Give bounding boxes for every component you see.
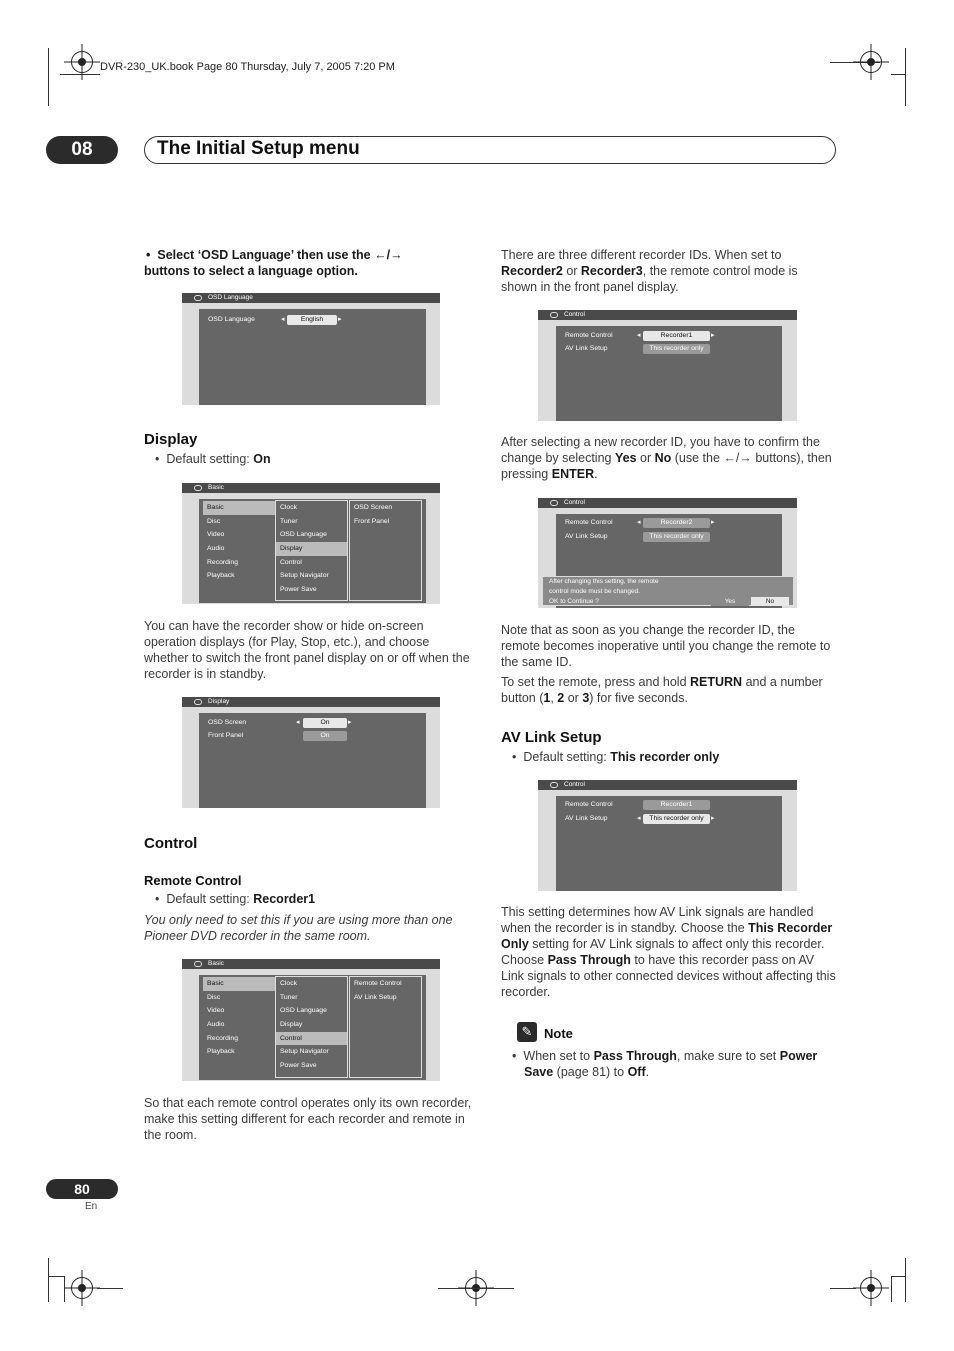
intro-bullet-suffix: buttons to select a language option.: [144, 264, 358, 278]
menu-item[interactable]: Recording: [207, 1034, 238, 1042]
registration-mark-icon: [860, 51, 882, 73]
menu-item[interactable]: Video: [207, 531, 225, 539]
remote-default-prefix: Default setting:: [166, 892, 254, 906]
text-run: After selecting a new recorder ID, you have to confirm the change by selecting: [501, 435, 820, 465]
av-link-default: [512, 749, 719, 765]
av-link-paragraph: [501, 904, 836, 1000]
arrow-right-icon: ▸: [711, 815, 715, 822]
menu-item[interactable]: Tuner: [280, 517, 298, 525]
dialog-line: After changing this setting, the remote: [549, 578, 659, 585]
text-run: (use the ←/→ buttons), then pressing: [501, 451, 832, 481]
note-bullet: [512, 1048, 837, 1080]
remote-default-value: Recorder1: [253, 892, 316, 906]
inoperative-paragraph: Note that as soon as you change the recorder ID, the remote becomes inoperative until you change the remote to the same ID.: [501, 623, 831, 669]
text-run: .: [594, 467, 598, 481]
menu-column-categories: [203, 501, 275, 583]
dialog-line: OK to Continue ?: [549, 598, 599, 605]
registration-mark-icon: [860, 1277, 882, 1299]
screen-title: Control: [564, 311, 585, 318]
text-run: (page 81) to: [553, 1065, 628, 1079]
arrow-left-icon: ◂: [637, 815, 641, 822]
basic-screen: [182, 483, 440, 604]
setup-icon: [194, 485, 202, 491]
setup-icon: [194, 295, 202, 301]
crop-mark: [891, 74, 905, 75]
screen-title: OSD Language: [208, 294, 253, 301]
display-heading: Display: [144, 431, 198, 448]
setup-icon: [550, 782, 558, 788]
text-run: , make sure to set: [676, 1049, 780, 1063]
av-link-heading: AV Link Setup: [501, 729, 602, 746]
pencil-icon: ✎: [517, 1022, 537, 1042]
crop-mark: [830, 1288, 856, 1289]
display-default-prefix: Default setting:: [166, 452, 254, 466]
text-run: , the remote control mode is shown in the front panel display.: [501, 264, 798, 294]
screen-title-bar: [182, 483, 440, 493]
crop-mark: [60, 74, 100, 75]
remote-italic-note: You only need to set this if you are using more than one Pioneer DVD recorder in the same room.: [144, 913, 453, 943]
yes-button[interactable]: Yes: [711, 597, 749, 606]
no-button[interactable]: No: [751, 597, 789, 606]
screen-panel: [199, 975, 426, 1080]
crop-mark: [48, 1258, 49, 1302]
menu-item[interactable]: Audio: [207, 545, 225, 553]
text-run: This setting determines how AV Link signals are handled when the recorder is in standby. Choose the: [501, 905, 814, 935]
text-run: setting for AV Link signals to affect only this recorder. Choose: [501, 937, 825, 967]
menu-item[interactable]: Remote Control: [354, 980, 402, 987]
text-run: RETURN: [690, 675, 743, 689]
remote-paragraph: So that each remote control operates only its own recorder, make this setting different for each recorder and remote in the room.: [144, 1096, 472, 1142]
menu-item[interactable]: Clock: [280, 504, 297, 511]
text-run: Pass Through: [547, 953, 631, 967]
menu-item[interactable]: Disc: [207, 517, 221, 525]
text-run: ENTER: [551, 467, 595, 481]
page-number: 80: [46, 1179, 118, 1199]
menu-item[interactable]: Playback: [207, 1048, 235, 1056]
menu-item[interactable]: Display: [280, 1021, 303, 1029]
menu-item[interactable]: Basic: [203, 977, 275, 991]
menu-item[interactable]: Front Panel: [354, 517, 390, 525]
language-code: En: [85, 1201, 98, 1212]
text-run: There are three different recorder IDs. When set to: [501, 248, 782, 262]
intro-bullet-prefix: Select ‘OSD Language’ then use the ←/→: [157, 248, 403, 262]
crop-mark: [905, 1258, 906, 1302]
control-heading: Control: [144, 835, 198, 852]
menu-item[interactable]: Setup Navigator: [280, 572, 329, 580]
remote-control-label: Remote Control: [565, 332, 613, 339]
av-link-value[interactable]: This recorder only: [643, 814, 710, 824]
front-panel-value[interactable]: On: [303, 731, 347, 741]
note-title: Note: [544, 1026, 573, 1041]
text-run: Off: [627, 1065, 646, 1079]
av-default-prefix: Default setting:: [523, 750, 611, 764]
screen-title-bar: [538, 780, 797, 790]
osd-language-screen: [182, 293, 440, 405]
display-paragraph: You can have the recorder show or hide on-screen operation displays (for Play, Stop, etc.), and choose whether to switch the front panel display on or off when the recorder is in standby.: [144, 619, 470, 681]
osd-screen-label: OSD Screen: [208, 719, 247, 726]
av-default-value: This recorder only: [610, 750, 720, 764]
menu-column-display: [349, 500, 422, 601]
control-screen: [538, 780, 797, 891]
arrow-right-icon: ▸: [711, 332, 715, 339]
screen-panel: [199, 309, 426, 405]
menu-item[interactable]: Basic: [203, 501, 275, 515]
book-info: DVR-230_UK.book Page 80 Thursday, July 7, 2005 7:20 PM: [100, 61, 395, 73]
remote-control-value[interactable]: Recorder1: [643, 331, 710, 341]
crop-mark: [891, 1276, 892, 1302]
registration-mark-icon: [71, 1277, 93, 1299]
text-run: 1: [543, 691, 551, 705]
osd-language-value[interactable]: English: [287, 315, 337, 325]
text-run: Recorder2: [501, 264, 563, 278]
remote-control-label: Remote Control: [565, 519, 613, 526]
crop-mark: [64, 1276, 65, 1302]
screen-panel: [556, 326, 782, 421]
chapter-number: 08: [46, 136, 118, 164]
crop-mark: [48, 48, 49, 106]
menu-item[interactable]: Playback: [207, 572, 235, 580]
text-run: 3: [582, 691, 590, 705]
text-run: This Recorder Only: [501, 921, 833, 951]
av-link-value[interactable]: This recorder only: [643, 344, 710, 354]
menu-item[interactable]: OSD Language: [280, 1007, 327, 1015]
text-run: Yes: [614, 451, 637, 465]
screen-title: Control: [564, 499, 585, 506]
screen-title-bar: [538, 498, 797, 508]
arrow-right-icon: ▸: [338, 316, 342, 323]
text-run: ) for five seconds.: [589, 691, 688, 705]
intro-bullet: [144, 247, 474, 279]
text-run: or: [636, 451, 655, 465]
registration-mark-icon: [71, 51, 93, 73]
display-default-value: On: [253, 452, 271, 466]
text-run: Pass Through: [593, 1049, 677, 1063]
screen-title-bar: [538, 310, 797, 320]
menu-item[interactable]: Recording: [207, 558, 238, 566]
text-run: Recorder3: [580, 264, 643, 278]
crop-mark: [438, 1288, 514, 1289]
arrow-left-icon: ◂: [281, 316, 285, 323]
menu-item[interactable]: Audio: [207, 1021, 225, 1029]
osd-screen-value[interactable]: On: [303, 718, 347, 728]
crop-mark: [891, 1276, 905, 1277]
display-screen: [182, 697, 440, 808]
av-link-label: AV Link Setup: [565, 345, 608, 352]
front-panel-label: Front Panel: [208, 732, 244, 739]
screen-panel: [556, 796, 782, 891]
page-title: The Initial Setup menu: [157, 138, 360, 159]
arrow-left-icon: ◂: [637, 519, 641, 526]
menu-item[interactable]: Power Save: [280, 1062, 317, 1070]
menu-column-basic: [275, 976, 348, 1078]
set-remote-paragraph: [501, 674, 836, 706]
av-link-value[interactable]: This recorder only: [643, 532, 710, 542]
menu-item[interactable]: Video: [207, 1007, 225, 1015]
setup-icon: [194, 961, 202, 967]
crop-mark: [48, 1276, 64, 1277]
text-run: Power Save: [524, 1049, 818, 1079]
menu-item[interactable]: OSD Language: [280, 531, 327, 539]
menu-item[interactable]: Clock: [280, 980, 297, 987]
screen-title: Display: [208, 698, 230, 705]
menu-item[interactable]: Setup Navigator: [280, 1048, 329, 1056]
screen-title-bar: [182, 959, 440, 969]
arrow-right-icon: ▸: [348, 719, 352, 726]
control-screen: [538, 310, 797, 421]
setup-icon: [550, 500, 558, 506]
menu-item[interactable]: Display: [276, 542, 347, 556]
text-run: No: [654, 451, 672, 465]
confirm-dialog: [542, 576, 794, 606]
text-run: .: [645, 1065, 650, 1079]
crop-mark: [97, 1288, 123, 1289]
menu-item[interactable]: Control: [276, 1032, 347, 1046]
osd-language-label: OSD Language: [208, 316, 255, 323]
remote-control-value[interactable]: Recorder1: [643, 800, 710, 810]
text-run: and a number button (: [501, 675, 823, 705]
menu-item[interactable]: Disc: [207, 993, 221, 1001]
setup-icon: [194, 699, 202, 705]
remote-control-value[interactable]: Recorder2: [643, 518, 710, 528]
screen-title: Basic: [208, 960, 224, 967]
remote-default: [155, 891, 315, 907]
arrow-right-icon: ▸: [711, 519, 715, 526]
dialog-line: control mode must be changed.: [549, 588, 641, 595]
text-run: When set to: [523, 1049, 594, 1063]
menu-item[interactable]: OSD Screen: [354, 504, 393, 511]
text-run: or: [564, 691, 583, 705]
setup-icon: [550, 312, 558, 318]
text-run: or: [562, 264, 581, 278]
screen-title-bar: [182, 697, 440, 707]
screen-panel: [199, 499, 426, 603]
menu-item[interactable]: Tuner: [280, 993, 298, 1001]
crop-mark: [905, 48, 906, 106]
display-default: [155, 451, 271, 467]
av-link-label: AV Link Setup: [565, 533, 608, 540]
screen-title: Control: [564, 781, 585, 788]
arrow-left-icon: ◂: [296, 719, 300, 726]
menu-column-categories: [203, 977, 275, 1059]
av-link-label: AV Link Setup: [565, 815, 608, 822]
text-run: ,: [550, 691, 558, 705]
menu-column-control: [349, 976, 422, 1078]
arrow-left-icon: ◂: [637, 332, 641, 339]
recorder-ids-paragraph: [501, 247, 836, 295]
control-screen-confirm: [538, 498, 797, 608]
menu-item[interactable]: AV Link Setup: [354, 993, 397, 1001]
screen-title: Basic: [208, 484, 224, 491]
remote-control-heading: Remote Control: [144, 873, 242, 888]
basic-screen: [182, 959, 440, 1081]
text-run: To set the remote, press and hold: [501, 675, 690, 689]
menu-column-basic: [275, 500, 348, 601]
menu-item[interactable]: Power Save: [280, 586, 317, 594]
remote-control-label: Remote Control: [565, 801, 613, 808]
text-run: to have this recorder pass on AV Link signals to other connected devices without affecting this recorder.: [501, 953, 836, 999]
screen-panel: [199, 713, 426, 808]
text-run: 2: [557, 691, 565, 705]
screen-title-bar: [182, 293, 440, 303]
confirm-paragraph: [501, 434, 836, 482]
menu-item[interactable]: Control: [280, 558, 302, 566]
